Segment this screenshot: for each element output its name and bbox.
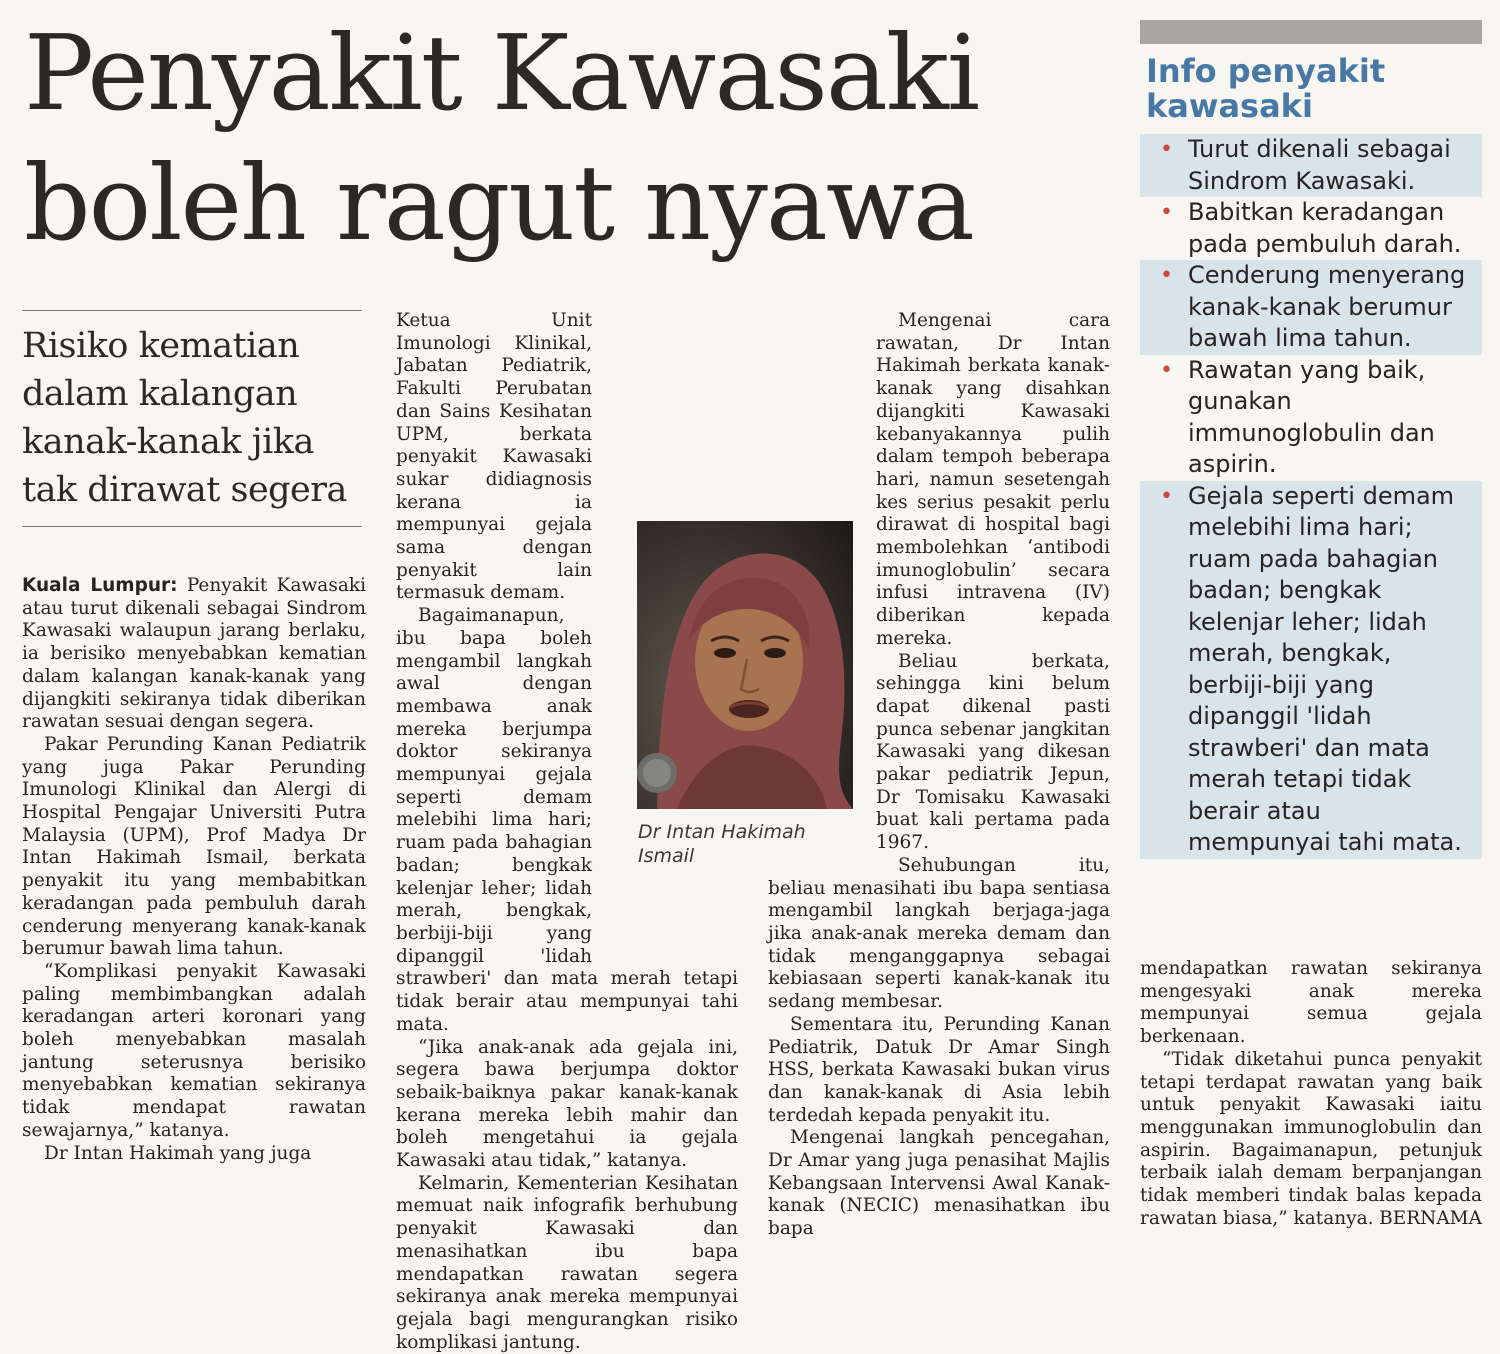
headline bbox=[24, 8, 1114, 268]
headline-line-1: Penyakit Kawasaki bbox=[24, 12, 979, 134]
photo-caption: Dr Intan Hakimah Ismail bbox=[638, 821, 806, 867]
subheadline: Risiko kematian dalam kalangan kanak-kanak jika tak dirawat segera bbox=[22, 326, 347, 510]
article-paragraph: “Komplikasi penyakit Kawasaki paling membimbangkan adalah keradangan arteri koronari yang boleh menyebabkan masalah jantung seterusnya berisiko menyebabkan kematian sekiranya tidak mendapat rawatan sewajarnya,” katanya. bbox=[22, 960, 366, 1141]
article-paragraph: Mengenai langkah pencegahan, Dr Amar yang juga penasihat Majlis Kebangsaan Intervensi Awal Kanak-kanak (NECIC) menasihatkan ibu bapa bbox=[768, 1127, 1110, 1240]
article-paragraph: Pakar Perunding Kanan Pediatrik yang juga Pakar Perunding Imunologi Klinikal dan Alergi di Hospital Pengajar Universiti Putra Malaysia (UPM), Prof Madya Dr Intan Hakimah Ismail, berkata penyakit itu yang membabitkan keradangan pada pembuluh darah cenderung menyerang kanak-kanak berumur bawah lima tahun. bbox=[22, 733, 366, 960]
infobox-item bbox=[1140, 197, 1482, 260]
article-paragraph: Bagaimanapun, ibu bapa boleh mengambil langkah awal dengan membawa anak mereka berjumpa doktor sekiranya mempunyai gejala seperti demam melebihi lima hari; ruam pada bahagian badan; bengkak kelenjar leher; lidah merah, bengkak, berbiji-biji yang dipanggil 'lidah strawberi' dan mata merah tetapi tidak berair atau mempunyai tahi mata. bbox=[396, 605, 738, 1035]
portrait-illustration bbox=[637, 521, 853, 809]
subhead-top-rule bbox=[22, 310, 362, 311]
article-paragraph: Kuala Lumpur: Penyakit Kawasaki atau turut dikenali sebagai Sindrom Kawasaki walaupun jarang berlaku, ia berisiko menyebabkan kematian dalam kalangan kanak-kanak yang dijangkiti sekiranya tidak diberikan rawatan sesuai dengan segera. bbox=[22, 575, 366, 733]
article-paragraph: Dr Intan Hakimah yang juga bbox=[44, 1142, 312, 1164]
article-column-4 bbox=[1140, 958, 1482, 1230]
infobox-list bbox=[1140, 134, 1482, 859]
article-paragraph: Ketua Unit Imunologi Klinikal, Jabatan Pediatrik, Fakulti Perubatan dan Sains Kesihatan UPM, berkata penyakit Kawasaki sukar didiagnosis kerana ia mempunyai gejala sama dengan penyakit lain termasuk demam. bbox=[396, 310, 592, 604]
article-paragraph: “Tidak diketahui punca penyakit tetapi terdapat rawatan yang baik untuk penyakit Kawasaki iaitu menggunakan immunoglobulin dan aspirin. Bagaimanapun, petunjuk terbaik ialah demam berpanjangan tidak memberi tindak balas kepada rawatan biasa,” katanya. bbox=[1140, 1048, 1482, 1229]
infobox-item bbox=[1140, 355, 1482, 481]
article-paragraph: Beliau berkata, sehingga kini belum dapat dikenal pasti punca sebenar jangkitan Kawasaki yang dikesan pakar pediatrik Jepun, Dr Tomisaku Kawasaki buat kali pertama pada 1967. bbox=[876, 650, 1110, 854]
infobox-item-text: Cenderung menyerang kanak-kanak berumur bawah lima tahun. bbox=[1188, 261, 1466, 352]
infobox-item bbox=[1140, 260, 1482, 355]
infobox-item-text: Turut dikenali sebagai Sindrom Kawasaki. bbox=[1188, 135, 1451, 195]
article-paragraph: Mengenai cara rawatan, Dr Intan Hakimah berkata kanak-kanak yang disahkan dijangkiti Kawasaki kebanyakannya pulih dalam tempoh beberapa hari, namun sesetengah kes serius pesakit perlu dirawat di hospital bagi membolehkan ‘antibodi imunoglobulin’ secara infusi intravena (IV) diberikan kepada mereka. bbox=[876, 310, 1110, 649]
article-paragraph: mendapatkan rawatan sekiranya mengesyaki anak mereka mempunyai semua gejala berkenaan. bbox=[1140, 958, 1482, 1048]
subhead-bottom-rule bbox=[22, 526, 362, 527]
bullet-icon: • bbox=[1160, 357, 1173, 383]
dateline: Kuala Lumpur: bbox=[22, 575, 178, 596]
infobox-title: Info penyakit kawasaki bbox=[1146, 52, 1386, 125]
infobox-item-text: Babitkan keradangan pada pembuluh darah. bbox=[1188, 198, 1462, 258]
article-paragraph: Sementara itu, Perunding Kanan Pediatrik, Datuk Dr Amar Singh HSS, berkata Kawasaki bukan virus dan kanak-kanak di Asia lebih terdedah kepada penyakit itu. bbox=[768, 1013, 1110, 1126]
article-paragraph: “Jika anak-anak ada gejala ini, segera bawa berjumpa doktor sebaik-baiknya pakar kanak-kanak kerana mereka lebih mahir dan boleh mengetahui ia gejala Kawasaki atau tidak,” katanya. bbox=[396, 1036, 738, 1172]
byline: BERNAMA bbox=[1379, 1207, 1482, 1229]
bullet-icon: • bbox=[1160, 263, 1173, 288]
infobox-item-text: Rawatan yang baik, gunakan immunoglobulin dan aspirin. bbox=[1188, 355, 1435, 478]
article-column-1 bbox=[22, 575, 366, 1165]
infobox-item bbox=[1140, 481, 1482, 859]
infobox-item-text: Gejala seperti demam melebihi lima hari; ruam pada bahagian badan; bengkak kelenjar leher; lidah merah, bengkak, berbiji-biji yang dipanggil 'lidah strawberi' dan mata merah tetapi tidak berair atau mempunyai tahi mata. bbox=[1188, 481, 1462, 856]
headline-line-2: boleh ragut nyawa bbox=[24, 142, 973, 264]
infobox-item bbox=[1140, 134, 1482, 197]
portrait-photo bbox=[637, 521, 853, 809]
bullet-icon: • bbox=[1160, 200, 1173, 225]
article-paragraph: Sehubungan itu, beliau menasihati ibu bapa sentiasa mengambil langkah berjaga-jaga jika anak-anak mereka demam dan tidak menganggapnya sebagai kebiasaan seperti kanak-kanak itu sedang membesar. bbox=[768, 854, 1110, 1013]
article-paragraph: Kelmarin, Kementerian Kesihatan memuat naik infografik berhubung penyakit Kawasaki dan menasihatkan ibu bapa mendapatkan rawatan segera sekiranya anak mereka mempunyai gejala bagi mengurangkan risiko komplikasi jantung. bbox=[396, 1172, 738, 1353]
bullet-icon: • bbox=[1160, 137, 1173, 162]
infobox-top-bar bbox=[1140, 20, 1482, 44]
bullet-icon: • bbox=[1160, 483, 1173, 509]
